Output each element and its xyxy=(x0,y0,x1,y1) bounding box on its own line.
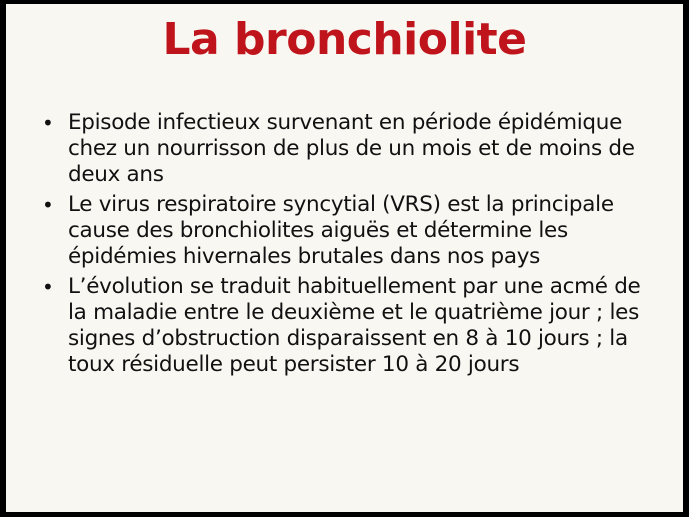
slide-title: La bronchiolite xyxy=(162,14,527,65)
bullet-item xyxy=(40,274,650,378)
bullet-list xyxy=(40,110,650,382)
bullet-item xyxy=(40,192,650,270)
bullet-text: Episode infectieux survenant en période épidémique chez un nourrisson de plus de un mois et de moins de deux ans xyxy=(68,110,635,187)
bullet-dot-icon: • xyxy=(42,111,54,135)
bullet-item xyxy=(40,110,650,188)
bullet-text: Le virus respiratoire syncytial (VRS) est la principale cause des bronchiolites aiguës et détermine les épidémies hivernales brutales dans nos pays xyxy=(68,192,614,269)
bullet-dot-icon: • xyxy=(42,275,54,299)
slide xyxy=(6,4,683,512)
bullet-dot-icon: • xyxy=(42,193,54,217)
bullet-text: L’évolution se traduit habituellement par une acmé de la maladie entre le deuxième et le quatrième jour ; les signes d’obstruction disparaissent en 8 à 10 jours ; la toux résiduelle peut persister 10 à 20 jours xyxy=(68,274,641,377)
